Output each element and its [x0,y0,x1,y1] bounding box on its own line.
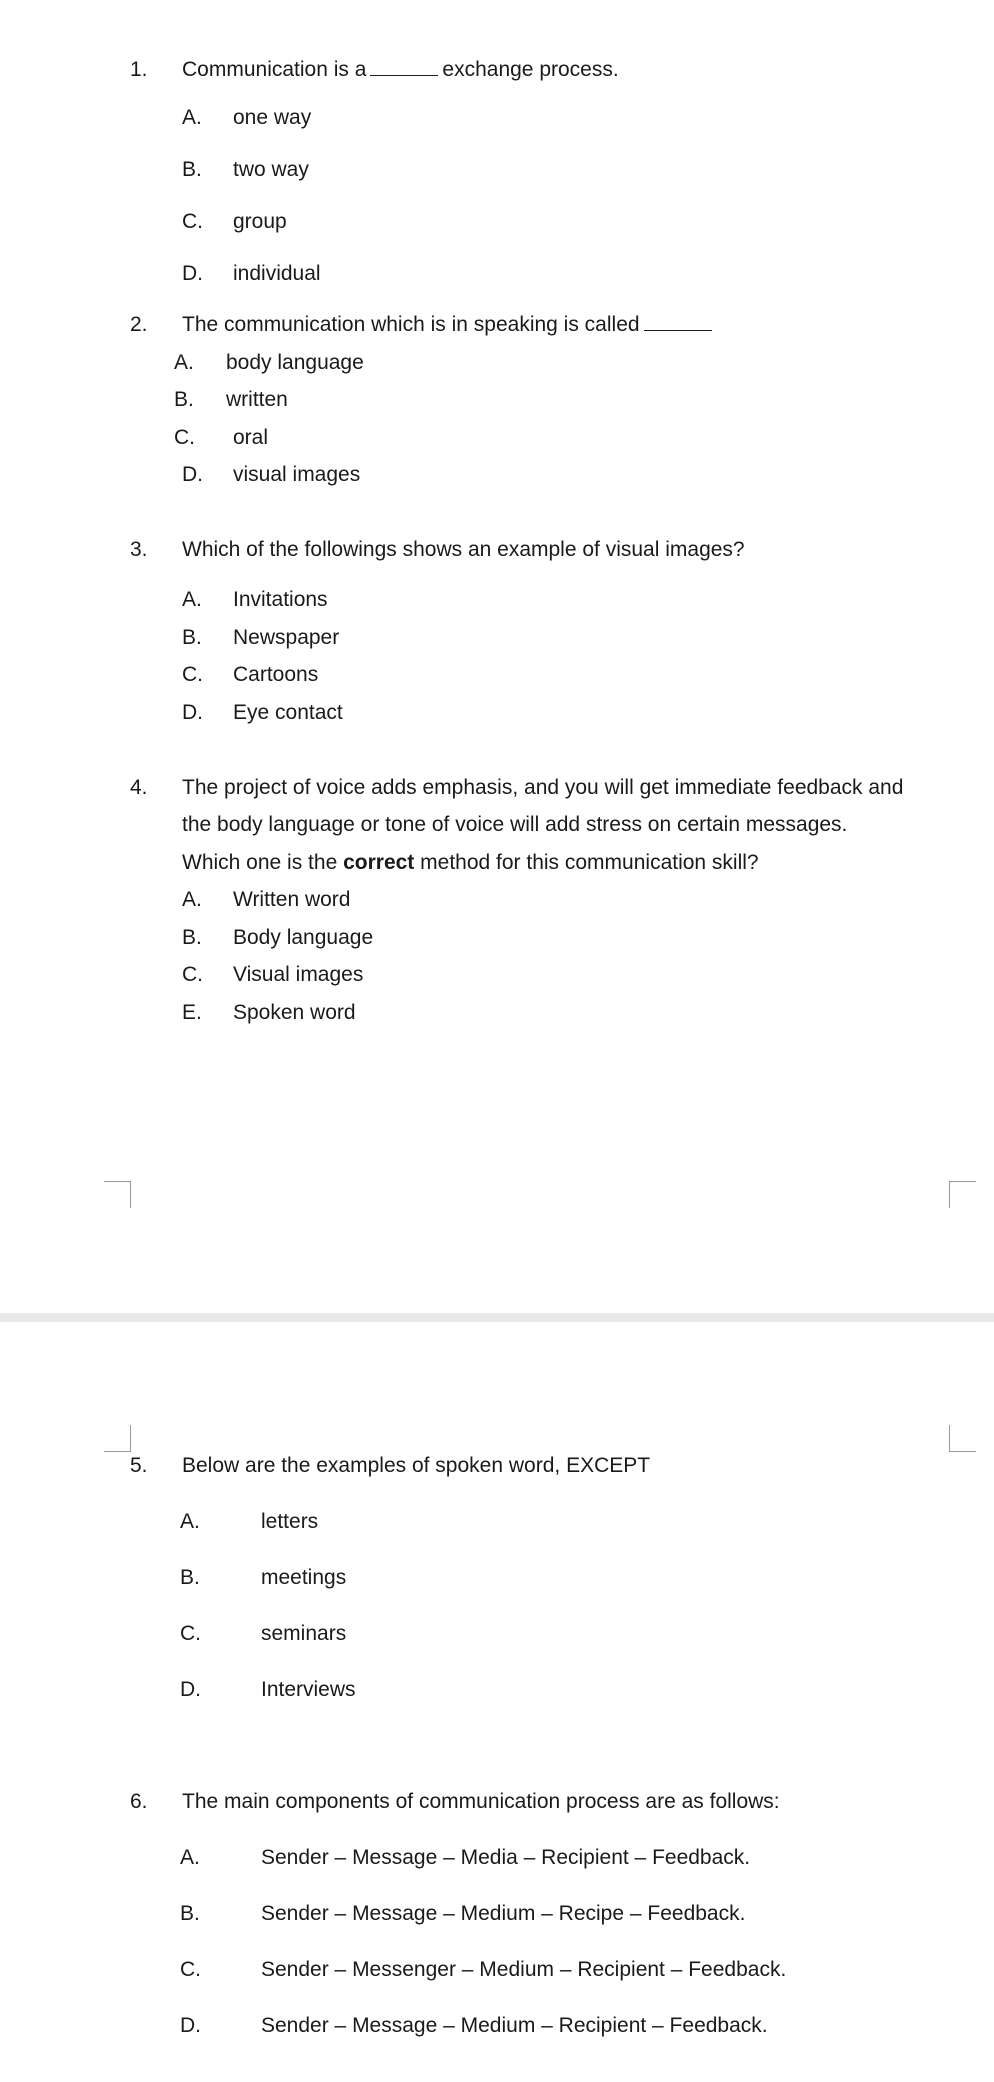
option-text: group [233,210,287,233]
option-letter: B. [180,1902,200,1925]
emphasis-text: components of communication process [275,1790,640,1813]
question-text: Below are the examples of spoken word, EXCEPT [182,1454,651,1477]
option-letter: B. [180,1566,200,1589]
option-text: Visual images [233,963,364,986]
question-text-line: The project of voice adds emphasis, and you will get immediate feedback and [182,776,904,799]
option-text: letters [261,1510,319,1533]
option-text: individual [233,262,321,285]
document-page-2 [0,1322,994,2082]
option-text: body language [226,351,364,374]
question-number: 1. [130,58,148,81]
option-text: Body language [233,926,374,949]
option-letter: A. [180,1846,200,1869]
emphasis-text: EXCEPT [566,1454,651,1477]
option-text: Newspaper [233,626,340,649]
option-letter: B. [182,626,202,649]
option-letter: A. [182,888,202,911]
option-letter: C. [182,663,203,686]
option-letter: D. [182,463,203,486]
option-letter: D. [182,262,203,285]
option-text: Sender – Messenger – Medium – Recipient – Feedback. [261,1958,787,1981]
option-text: Cartoons [233,663,319,686]
option-letter: E. [182,1001,202,1024]
option-text: Invitations [233,588,328,611]
option-text: Sender – Message – Medium – Recipe – Feedback. [261,1902,746,1925]
question-number: 5. [130,1454,148,1477]
option-letter: B. [182,926,202,949]
option-text: two way [233,158,309,181]
option-text: Eye contact [233,701,343,724]
answer-blank [644,312,712,331]
option-letter: C. [182,210,203,233]
question-text-line: Which one is the correct method for this communication skill? [182,851,759,874]
option-text: written [226,388,288,411]
question-text: Which of the followings shows an example of visual images? [182,538,745,561]
question-text: The communication which is in speaking is called [182,312,716,338]
option-letter: A. [174,351,194,374]
option-letter: C. [174,426,195,449]
option-text: meetings [261,1566,347,1589]
option-letter: A. [180,1510,200,1533]
option-text: seminars [261,1622,347,1645]
question-number: 6. [130,1790,148,1813]
option-letter: A. [182,588,202,611]
option-letter: C. [180,1958,201,1981]
option-text: Sender – Message – Media – Recipient – Feedback. [261,1846,751,1869]
question-text-line: the body language or tone of voice will add stress on certain messages. [182,813,848,836]
option-text: one way [233,106,312,129]
option-letter: D. [180,1678,201,1701]
option-text: Interviews [261,1678,356,1701]
question-number: 3. [130,538,148,561]
option-text: oral [233,426,269,449]
option-letter: B. [174,388,194,411]
option-letter: B. [182,158,202,181]
option-text: Sender – Message – Medium – Recipient – Feedback. [261,2014,768,2037]
option-text: Written word [233,888,351,911]
question-number: 4. [130,776,148,799]
question-text: The main components of communication process are as follows: [182,1790,780,1813]
question-number: 2. [130,313,148,336]
option-letter: C. [182,963,203,986]
option-text: visual images [233,463,361,486]
emphasis-text: correct [343,851,415,874]
question-text: Communication is a exchange process. [182,58,619,81]
page-break [0,1313,994,1322]
option-text: Spoken word [233,1001,356,1024]
option-letter: D. [180,2014,201,2037]
answer-blank [370,57,438,76]
option-letter: D. [182,701,203,724]
option-letter: A. [182,106,202,129]
option-letter: C. [180,1622,201,1645]
